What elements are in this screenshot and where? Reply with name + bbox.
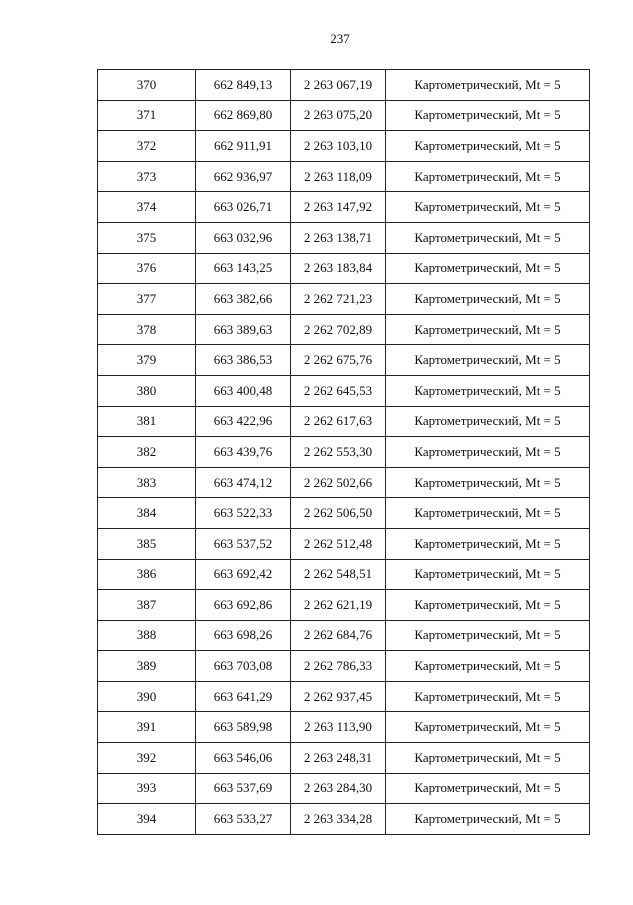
method-cell: Картометрический, Mt = 5: [386, 498, 590, 529]
table-row: [98, 100, 590, 131]
table-row: [98, 345, 590, 376]
x-coordinate-cell: 663 537,69: [196, 773, 291, 804]
method-cell: Картометрический, Mt = 5: [386, 743, 590, 774]
method-cell: Картометрический, Mt = 5: [386, 406, 590, 437]
point-number-cell: 373: [98, 161, 196, 192]
table-row: [98, 406, 590, 437]
point-number-cell: 377: [98, 284, 196, 315]
y-coordinate-cell: 2 263 067,19: [291, 70, 386, 101]
y-coordinate-cell: 2 263 138,71: [291, 222, 386, 253]
point-number-cell: 372: [98, 131, 196, 162]
y-coordinate-cell: 2 262 675,76: [291, 345, 386, 376]
x-coordinate-cell: 663 533,27: [196, 804, 291, 835]
point-number-cell: 375: [98, 222, 196, 253]
point-number-cell: 386: [98, 559, 196, 590]
point-number-cell: 384: [98, 498, 196, 529]
table-row: [98, 712, 590, 743]
x-coordinate-cell: 662 849,13: [196, 70, 291, 101]
coordinates-table-body: [98, 70, 590, 835]
method-cell: Картометрический, Mt = 5: [386, 804, 590, 835]
point-number-cell: 394: [98, 804, 196, 835]
point-number-cell: 374: [98, 192, 196, 223]
method-cell: Картометрический, Mt = 5: [386, 284, 590, 315]
y-coordinate-cell: 2 263 284,30: [291, 773, 386, 804]
table-row: [98, 314, 590, 345]
table-row: [98, 192, 590, 223]
x-coordinate-cell: 663 589,98: [196, 712, 291, 743]
method-cell: Картометрический, Mt = 5: [386, 131, 590, 162]
y-coordinate-cell: 2 262 645,53: [291, 375, 386, 406]
y-coordinate-cell: 2 263 113,90: [291, 712, 386, 743]
x-coordinate-cell: 663 698,26: [196, 620, 291, 651]
x-coordinate-cell: 662 869,80: [196, 100, 291, 131]
x-coordinate-cell: 662 936,97: [196, 161, 291, 192]
point-number-cell: 388: [98, 620, 196, 651]
method-cell: Картометрический, Mt = 5: [386, 70, 590, 101]
method-cell: Картометрический, Mt = 5: [386, 192, 590, 223]
method-cell: Картометрический, Mt = 5: [386, 161, 590, 192]
x-coordinate-cell: 663 439,76: [196, 437, 291, 468]
y-coordinate-cell: 2 263 103,10: [291, 131, 386, 162]
method-cell: Картометрический, Mt = 5: [386, 437, 590, 468]
point-number-cell: 376: [98, 253, 196, 284]
table-row: [98, 437, 590, 468]
y-coordinate-cell: 2 263 147,92: [291, 192, 386, 223]
point-number-cell: 380: [98, 375, 196, 406]
x-coordinate-cell: 663 386,53: [196, 345, 291, 376]
method-cell: Картометрический, Mt = 5: [386, 222, 590, 253]
table-row: [98, 651, 590, 682]
table-row: [98, 681, 590, 712]
x-coordinate-cell: 663 026,71: [196, 192, 291, 223]
x-coordinate-cell: 663 692,42: [196, 559, 291, 590]
y-coordinate-cell: 2 262 506,50: [291, 498, 386, 529]
point-number-cell: 381: [98, 406, 196, 437]
point-number-cell: 385: [98, 528, 196, 559]
x-coordinate-cell: 663 474,12: [196, 467, 291, 498]
table-row: [98, 70, 590, 101]
point-number-cell: 379: [98, 345, 196, 376]
table-row: [98, 528, 590, 559]
method-cell: Картометрический, Mt = 5: [386, 712, 590, 743]
table-row: [98, 161, 590, 192]
method-cell: Картометрический, Mt = 5: [386, 345, 590, 376]
y-coordinate-cell: 2 263 248,31: [291, 743, 386, 774]
x-coordinate-cell: 663 522,33: [196, 498, 291, 529]
table-row: [98, 222, 590, 253]
y-coordinate-cell: 2 262 937,45: [291, 681, 386, 712]
table-row: [98, 590, 590, 621]
y-coordinate-cell: 2 262 512,48: [291, 528, 386, 559]
point-number-cell: 371: [98, 100, 196, 131]
table-row: [98, 559, 590, 590]
y-coordinate-cell: 2 262 617,63: [291, 406, 386, 437]
x-coordinate-cell: 663 641,29: [196, 681, 291, 712]
y-coordinate-cell: 2 262 684,76: [291, 620, 386, 651]
table-row: [98, 375, 590, 406]
point-number-cell: 389: [98, 651, 196, 682]
y-coordinate-cell: 2 263 183,84: [291, 253, 386, 284]
method-cell: Картометрический, Mt = 5: [386, 773, 590, 804]
table-row: [98, 284, 590, 315]
y-coordinate-cell: 2 263 118,09: [291, 161, 386, 192]
method-cell: Картометрический, Mt = 5: [386, 559, 590, 590]
method-cell: Картометрический, Mt = 5: [386, 528, 590, 559]
x-coordinate-cell: 663 382,66: [196, 284, 291, 315]
x-coordinate-cell: 663 546,06: [196, 743, 291, 774]
coordinates-table: [97, 69, 590, 835]
method-cell: Картометрический, Mt = 5: [386, 590, 590, 621]
y-coordinate-cell: 2 263 075,20: [291, 100, 386, 131]
point-number-cell: 393: [98, 773, 196, 804]
table-row: [98, 743, 590, 774]
method-cell: Картометрический, Mt = 5: [386, 620, 590, 651]
point-number-cell: 387: [98, 590, 196, 621]
x-coordinate-cell: 662 911,91: [196, 131, 291, 162]
y-coordinate-cell: 2 262 502,66: [291, 467, 386, 498]
table-row: [98, 467, 590, 498]
x-coordinate-cell: 663 143,25: [196, 253, 291, 284]
method-cell: Картометрический, Mt = 5: [386, 253, 590, 284]
point-number-cell: 392: [98, 743, 196, 774]
point-number-cell: 383: [98, 467, 196, 498]
table-row: [98, 773, 590, 804]
x-coordinate-cell: 663 389,63: [196, 314, 291, 345]
x-coordinate-cell: 663 703,08: [196, 651, 291, 682]
method-cell: Картометрический, Mt = 5: [386, 100, 590, 131]
method-cell: Картометрический, Mt = 5: [386, 681, 590, 712]
method-cell: Картометрический, Mt = 5: [386, 651, 590, 682]
table-row: [98, 131, 590, 162]
page-number: 237: [330, 31, 350, 46]
method-cell: Картометрический, Mt = 5: [386, 314, 590, 345]
y-coordinate-cell: 2 262 548,51: [291, 559, 386, 590]
method-cell: Картометрический, Mt = 5: [386, 375, 590, 406]
table-row: [98, 804, 590, 835]
x-coordinate-cell: 663 400,48: [196, 375, 291, 406]
point-number-cell: 382: [98, 437, 196, 468]
y-coordinate-cell: 2 262 553,30: [291, 437, 386, 468]
x-coordinate-cell: 663 032,96: [196, 222, 291, 253]
y-coordinate-cell: 2 262 721,23: [291, 284, 386, 315]
y-coordinate-cell: 2 262 786,33: [291, 651, 386, 682]
y-coordinate-cell: 2 263 334,28: [291, 804, 386, 835]
x-coordinate-cell: 663 537,52: [196, 528, 291, 559]
x-coordinate-cell: 663 422,96: [196, 406, 291, 437]
point-number-cell: 378: [98, 314, 196, 345]
table-row: [98, 253, 590, 284]
point-number-cell: 390: [98, 681, 196, 712]
y-coordinate-cell: 2 262 621,19: [291, 590, 386, 621]
y-coordinate-cell: 2 262 702,89: [291, 314, 386, 345]
table-row: [98, 620, 590, 651]
x-coordinate-cell: 663 692,86: [196, 590, 291, 621]
point-number-cell: 391: [98, 712, 196, 743]
point-number-cell: 370: [98, 70, 196, 101]
method-cell: Картометрический, Mt = 5: [386, 467, 590, 498]
table-row: [98, 498, 590, 529]
